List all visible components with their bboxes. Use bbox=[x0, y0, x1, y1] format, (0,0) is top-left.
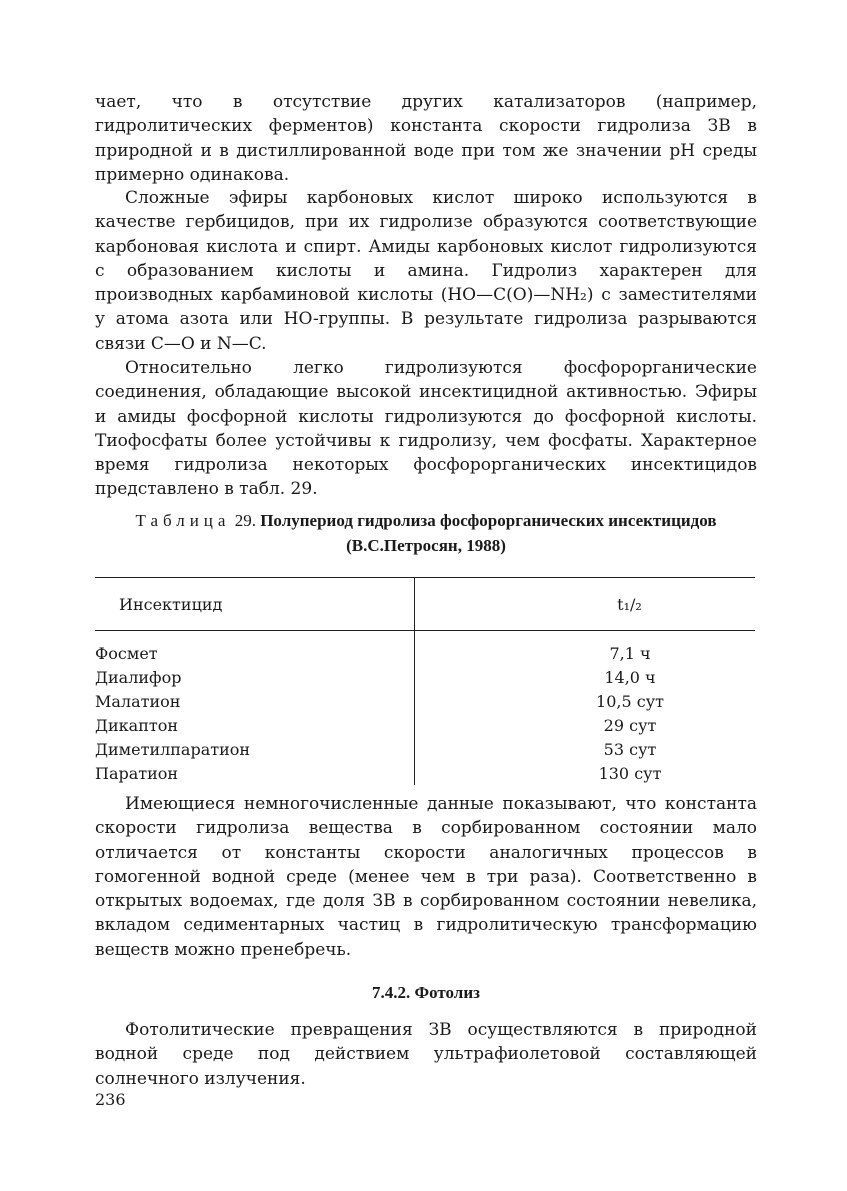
table-row bbox=[95, 631, 755, 666]
header-half-life: t₁/₂ bbox=[415, 578, 756, 631]
insecticide-name: Малатион bbox=[95, 689, 415, 713]
paragraph-photolysis bbox=[95, 1018, 757, 1091]
insecticide-name: Диалифор bbox=[95, 665, 415, 689]
table-caption-title: Полупериод гидролиза фосфорорганических инсектицидов bbox=[260, 511, 717, 530]
half-life-value: 10,5 сут bbox=[596, 691, 664, 711]
table-row bbox=[95, 665, 755, 689]
paragraph-hydrolysis-constant bbox=[95, 90, 757, 187]
half-life-value: 14,0 ч bbox=[604, 667, 656, 687]
paragraph-text: чает, что в отсутствие других катализаторов (например, гидролитических ферментов) константа скорости гидролиза ЗВ в природной и в дистиллированной воде при том же значении pH среды примерно одинакова. bbox=[95, 92, 757, 185]
paragraph-carboxylic-esters bbox=[95, 186, 757, 356]
insecticide-name: Паратион bbox=[95, 761, 415, 785]
paragraph-sorbed-state bbox=[95, 792, 757, 962]
section-heading: 7.4.2. Фотолиз bbox=[372, 983, 480, 1002]
half-life-value: 7,1 ч bbox=[609, 643, 651, 663]
table-row bbox=[95, 737, 755, 761]
half-life-table bbox=[95, 577, 755, 785]
paragraph-organophosphorus bbox=[95, 356, 757, 502]
header-insecticide: Инсектицид bbox=[95, 578, 415, 631]
paragraph-text: Относительно легко гидролизуются фосфорорганические соединения, обладающие высокой инсектицидной активностью. Эфиры и амиды фосфорной кислоты гидролизуются до фосфорной кислоты. Тиофосфаты более устойчивы к гидролизу, чем фосфаты. Характерное время гидролиза некоторых фосфорорганических инсектицидов представлено в табл. 29. bbox=[95, 358, 757, 500]
half-life-value: 130 сут bbox=[598, 763, 662, 783]
table-row bbox=[95, 713, 755, 737]
paragraph-text: Сложные эфиры карбоновых кислот широко используются в качестве гербицидов, при их гидролизе образуются соответствующие карбоновая кислота и спирт. Амиды карбоновых кислот гидролизуются с образованием кислоты и амина. Гидролиз характерен для производных карбаминовой кислоты (HO—C(O)—NH₂) с заместителями у атома азота или HO-группы. В результате гидролиза разрываются связи C—O и N—C. bbox=[95, 188, 757, 354]
table-row bbox=[95, 689, 755, 713]
table-caption-source: (В.С.Петросян, 1988) bbox=[346, 536, 506, 555]
paragraph-text: Фотолитические превращения ЗВ осуществляются в природной водной среде под действием ультрафиолетовой составляющей солнечного излучения. bbox=[95, 1020, 757, 1089]
insecticide-name: Диметилпаратион bbox=[95, 737, 415, 761]
table-header-row bbox=[95, 578, 755, 631]
half-life-value: 29 сут bbox=[603, 715, 657, 735]
half-life-value: 53 сут bbox=[603, 739, 657, 759]
table-row bbox=[95, 761, 755, 785]
table-caption-label: Таблица bbox=[135, 511, 231, 530]
insecticide-name: Дикаптон bbox=[95, 713, 415, 737]
paragraph-text: Имеющиеся немногочисленные данные показывают, что константа скорости гидролиза вещества в сорбированном состоянии мало отличается от константы скорости аналогичных процессов в гомогенной водной среде (менее чем в три раза). Соответственно в открытых водоемах, где доля ЗВ в сорбированном состоянии невелика, вкладом седиментарных частиц в гидролитическую трансформацию веществ можно пренебречь. bbox=[95, 794, 757, 960]
table-caption-number: 29. bbox=[234, 511, 256, 530]
page-number: 236 bbox=[95, 1090, 126, 1109]
insecticide-name: Фосмет bbox=[95, 631, 415, 666]
table-caption bbox=[95, 508, 757, 558]
